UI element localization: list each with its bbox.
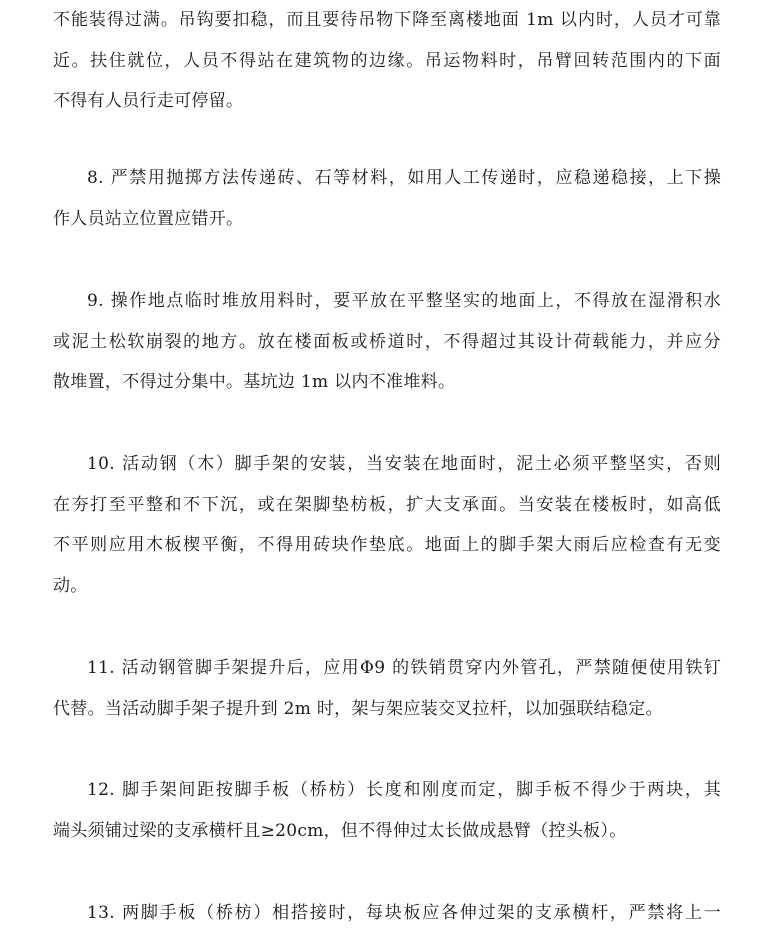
text-line: 不得有人员行走可停留。 — [53, 91, 244, 112]
text-line: 10. 活动钢（木）脚手架的安装，当安装在地面时，泥土必须平整坚实，否则 — [87, 454, 721, 474]
text-line: 不能装得过满。吊钩要扣稳，而且要待吊物下降至离楼地面 1m 以内时，人员才可靠 — [53, 10, 721, 30]
text-line: 13. 两脚手板（桥枋）相搭接时，每块板应各伸过架的支承横杆，严禁将上一 — [87, 903, 721, 923]
text-line: 9. 操作地点临时堆放用料时，要平放在平整坚实的地面上，不得放在湿滑积水 — [87, 291, 721, 311]
text-line: 或泥土松软崩裂的地方。放在楼面板或桥道时，不得超过其设计荷载能力，并应分 — [53, 331, 721, 352]
text-line: 散堆置，不得过分集中。基坑边 1m 以内不准堆料。 — [53, 372, 456, 393]
text-line: 在夯打至平整和不下沉，或在架脚垫枋板，扩大支承面。当安装在楼板时，如高低 — [53, 494, 721, 515]
text-line: 端头须铺过梁的支承横杆且≥20cm，但不得伸过太长做成悬臂（控头板）。 — [53, 820, 627, 841]
text-line: 近。扶住就位，人员不得站在建筑物的边缘。吊运物料时，吊臂回转范围内的下面 — [53, 50, 721, 71]
text-line: 作人员站立位置应错开。 — [53, 208, 244, 229]
text-line: 动。 — [53, 575, 88, 596]
paragraph-item-11 — [53, 648, 721, 729]
paragraph-item-8 — [53, 158, 721, 239]
text-line: 代替。当活动脚手架子提升到 2m 时，架与架应装交叉拉杆，以加强联结稳定。 — [53, 698, 663, 719]
paragraph-item-9 — [53, 281, 721, 403]
paragraph-item-12 — [53, 770, 721, 851]
text-line: 11. 活动钢管脚手架提升后，应用Φ9 的铁销贯穿内外管孔，严禁随便使用铁钉 — [87, 658, 721, 678]
text-line: 不平则应用木板楔平衡，不得用砖块作垫底。地面上的脚手架大雨后应检查有无变 — [53, 535, 721, 556]
text-line: 8. 严禁用抛掷方法传递砖、石等材料，如用人工传递时，应稳递稳接，上下操 — [87, 168, 721, 188]
paragraph-item-13 — [53, 893, 721, 932]
paragraph-item-10 — [53, 444, 721, 606]
paragraph-continuation — [53, 0, 721, 122]
text-line: 12. 脚手架间距按脚手板（桥枋）长度和刚度而定，脚手板不得少于两块，其 — [87, 780, 721, 800]
